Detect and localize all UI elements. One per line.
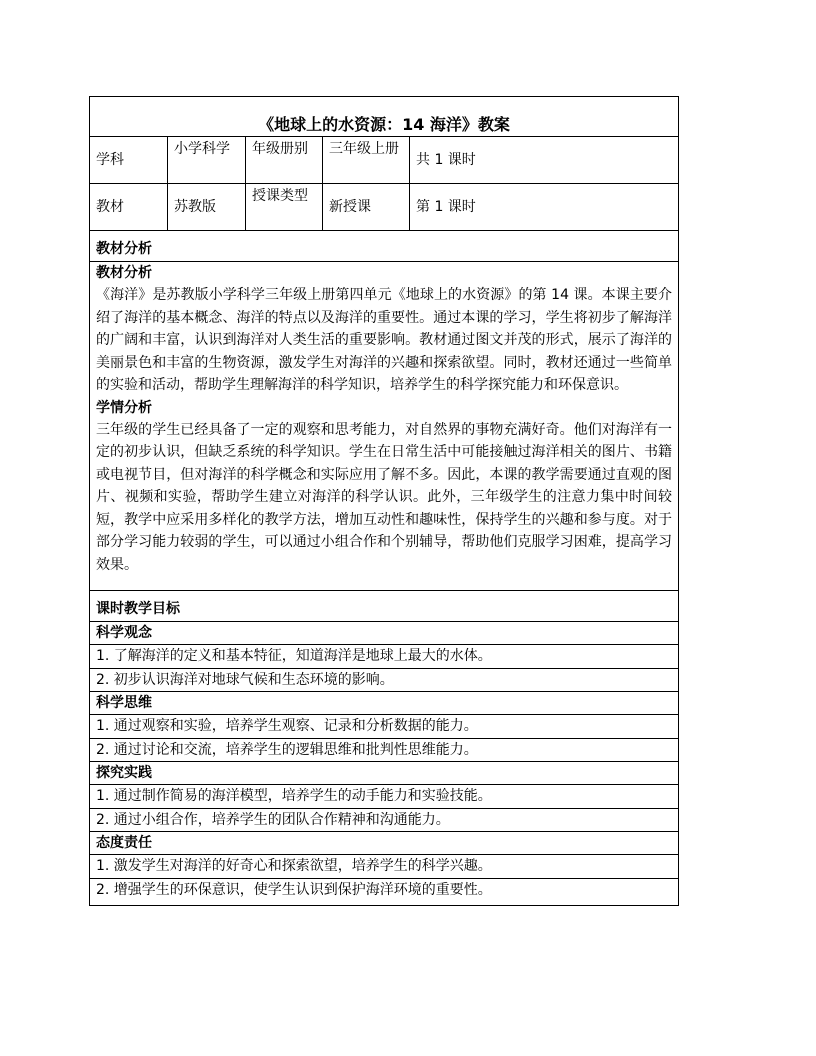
objective-item: 1. 通过制作简易的海洋模型，培养学生的动手能力和实验技能。 xyxy=(96,788,492,804)
objectives-section xyxy=(90,591,678,905)
analysis-heading: 教材分析 xyxy=(96,241,152,257)
objective-item: 2. 增强学生的环保意识，使学生认识到保护海洋环境的重要性。 xyxy=(96,881,492,898)
lesson-plan-document xyxy=(89,96,679,906)
objective-group-title: 科学观念 xyxy=(96,625,152,641)
info-row-subject xyxy=(90,137,678,184)
value-grade: 三年级上册 xyxy=(323,137,410,183)
objective-item: 1. 了解海洋的定义和基本特征，知道海洋是地球上最大的水体。 xyxy=(96,648,492,664)
student-analysis-text: 三年级的学生已经具备了一定的观察和思考能力，对自然界的事物充满好奇。他们对海洋有一定的初步认识，但缺乏系统的科学知识。学生在日常生活中可能接触过海洋相关的图片、书籍或电视节目，但对海洋的科学概念和实际应用了解不多。因此，本课的教学需要通过直观的图片、视频和实验，帮助学生建立对海洋的科学认识。此外，三年级学生的注意力集中时间较短，教学中应采用多样化的教学方法，增加互动性和趣味性，保持学生的兴趣和参与度。对于部分学习能力较弱的学生，可以通过小组合作和个别辅导，帮助他们克服学习困难，提高学习效果。 xyxy=(96,421,672,573)
value-period-number: 第 1 课时 xyxy=(416,198,476,215)
value-subject: 小学科学 xyxy=(168,137,246,183)
student-analysis-heading: 学情分析 xyxy=(96,399,152,416)
document-title: 《地球上的水资源：14 海洋》教案 xyxy=(90,97,678,137)
objective-item: 2. 初步认识海洋对地球气候和生态环境的影响。 xyxy=(96,671,394,688)
textbook-analysis-heading: 教材分析 xyxy=(96,265,152,281)
label-lesson-type: 授课类型 xyxy=(246,184,323,230)
value-lesson-type: 新授课 xyxy=(323,184,410,230)
objectives-heading: 课时教学目标 xyxy=(96,601,180,617)
objective-item: 2. 通过小组合作，培养学生的团队合作精神和沟通能力。 xyxy=(96,811,450,828)
label-textbook: 教材 xyxy=(90,184,168,230)
value-textbook: 苏教版 xyxy=(168,184,246,230)
objective-group-title: 探究实践 xyxy=(96,765,152,781)
label-grade: 年级册别 xyxy=(246,137,323,183)
value-total-periods: 共 1 课时 xyxy=(416,151,476,168)
analysis-section xyxy=(90,231,678,591)
objective-item: 1. 激发学生对海洋的好奇心和探索欲望，培养学生的科学兴趣。 xyxy=(96,858,492,874)
objective-group-title: 科学思维 xyxy=(96,695,152,711)
objective-group-title: 态度责任 xyxy=(96,835,152,851)
textbook-analysis-text: 《海洋》是苏教版小学科学三年级上册第四单元《地球上的水资源》的第 14 课。本课主要介绍了海洋的基本概念、海洋的特点以及海洋的重要性。通过本课的学习，学生将初步了解海洋的广阔和丰富，认识到海洋对人类生活的重要影响。教材通过图文并茂的形式，展示了海洋的美丽景色和丰富的生物资源，激发学生对海洋的兴趣和探索欲望。同时，教材还通过一些简单的实验和活动，帮助学生理解海洋的科学知识，培养学生的科学探究能力和环保意识。 xyxy=(96,287,672,393)
info-row-textbook xyxy=(90,184,678,231)
label-subject: 学科 xyxy=(90,137,168,183)
objective-item: 2. 通过讨论和交流，培养学生的逻辑思维和批判性思维能力。 xyxy=(96,741,478,758)
objective-item: 1. 通过观察和实验，培养学生观察、记录和分析数据的能力。 xyxy=(96,718,478,734)
